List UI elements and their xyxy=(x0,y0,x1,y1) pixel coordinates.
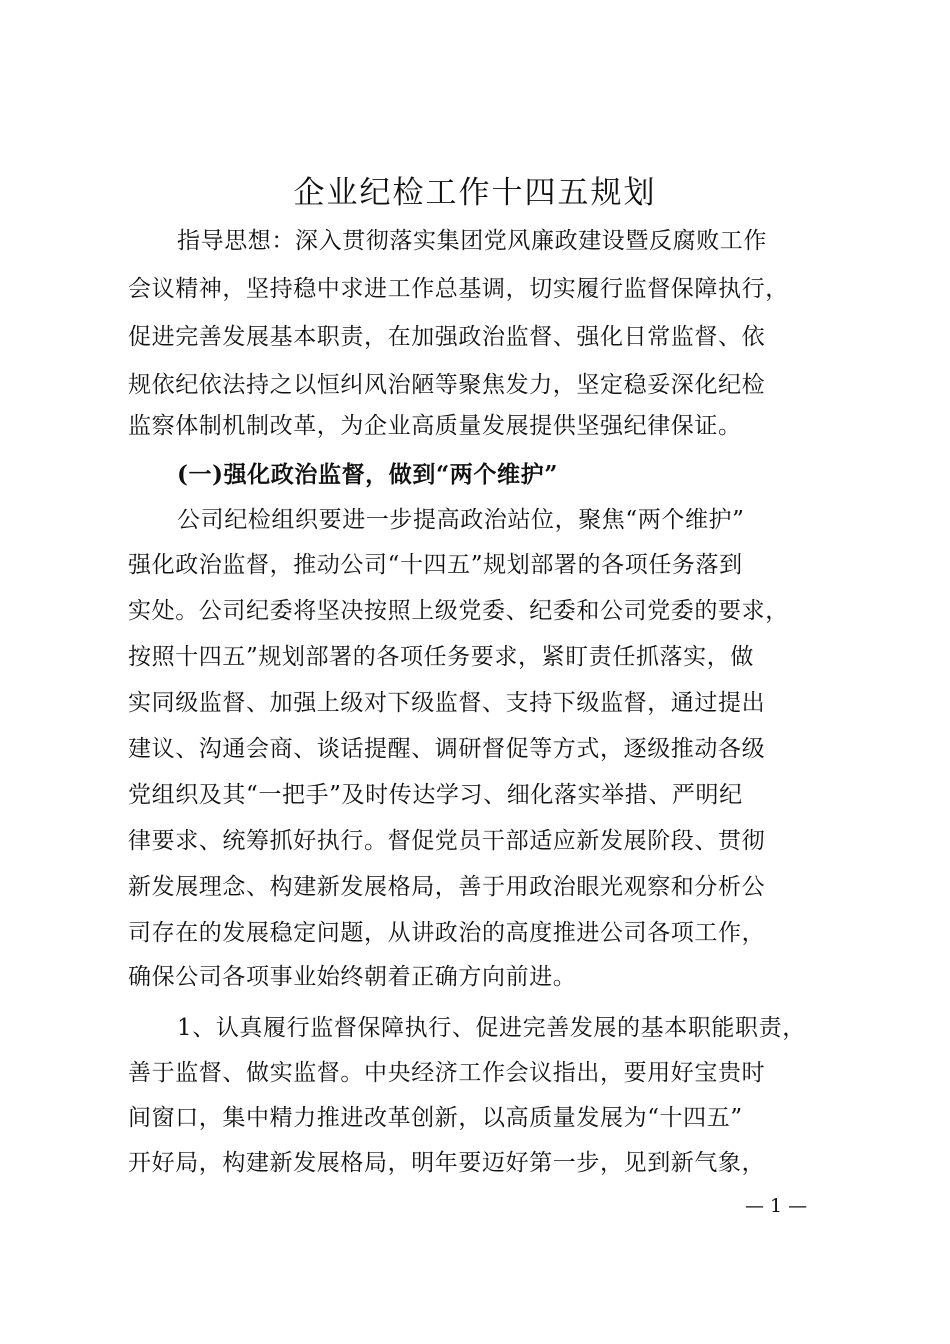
paragraph-line: 建议、沟通会商、谈话提醒、调研督促等方式，逐级推动各级 xyxy=(128,736,766,762)
paragraph-line: 指导思想：深入贯彻落实集团党风廉政建设暨反腐败工作 xyxy=(177,228,767,254)
paragraph-line: 1、认真履行监督保障执行、促进完善发展的基本职能职责， xyxy=(177,1015,806,1041)
page-number: — 1 — xyxy=(745,1195,808,1217)
paragraph-line: 律要求、统筹抓好执行。督促党员干部适应新发展阶段、贯彻 xyxy=(128,828,766,854)
paragraph-line: 开好局，构建新发展格局，明年要迈好第一步，见到新气象， xyxy=(128,1150,766,1176)
paragraph-line: 善于监督、做实监督。中央经济工作会议指出，要用好宝贵时 xyxy=(128,1060,766,1086)
paragraph-line: 会议精神，坚持稳中求进工作总基调，切实履行监督保障执行， xyxy=(128,276,789,302)
paragraph-line: 间窗口，集中精力推进改革创新，以高质量发展为“十四五” xyxy=(128,1105,743,1131)
paragraph-line: 监察体制机制改革，为企业高质量发展提供坚强纪律保证。 xyxy=(128,413,742,439)
paragraph-line: 公司纪检组织要进一步提高政治站位，聚焦“两个维护” xyxy=(177,507,745,533)
paragraph-line: 强化政治监督，推动公司“十四五”规划部署的各项任务落到 xyxy=(128,552,743,578)
paragraph-line: 按照十四五”规划部署的各项任务要求，紧盯责任抓落实，做 xyxy=(128,644,754,670)
paragraph-line: 规依纪依法持之以恒纠风治陋等聚焦发力，坚定稳妥深化纪检 xyxy=(128,372,766,398)
paragraph-line: 实同级监督、加强上级对下级监督、支持下级监督，通过提出 xyxy=(128,690,766,716)
paragraph-line: 司存在的发展稳定问题，从讲政治的高度推进公司各项工作， xyxy=(128,920,766,946)
paragraph-line: 确保公司各项事业始终朝着正确方向前进。 xyxy=(128,964,577,990)
paragraph-line: 实处。公司纪委将坚决按照上级党委、纪委和公司党委的要求， xyxy=(128,598,789,624)
document-title: 企业纪检工作十四五规划 xyxy=(293,175,657,211)
paragraph-line: 新发展理念、构建新发展格局，善于用政治眼光观察和分析公 xyxy=(128,874,766,900)
paragraph-line: 党组织及其“一把手”及时传达学习、细化落实举措、严明纪 xyxy=(128,782,743,808)
paragraph-line: 促进完善发展基本职责，在加强政治监督、强化日常监督、依 xyxy=(128,324,766,350)
section-heading: (一)强化政治监督，做到“两个维护” xyxy=(177,461,559,488)
